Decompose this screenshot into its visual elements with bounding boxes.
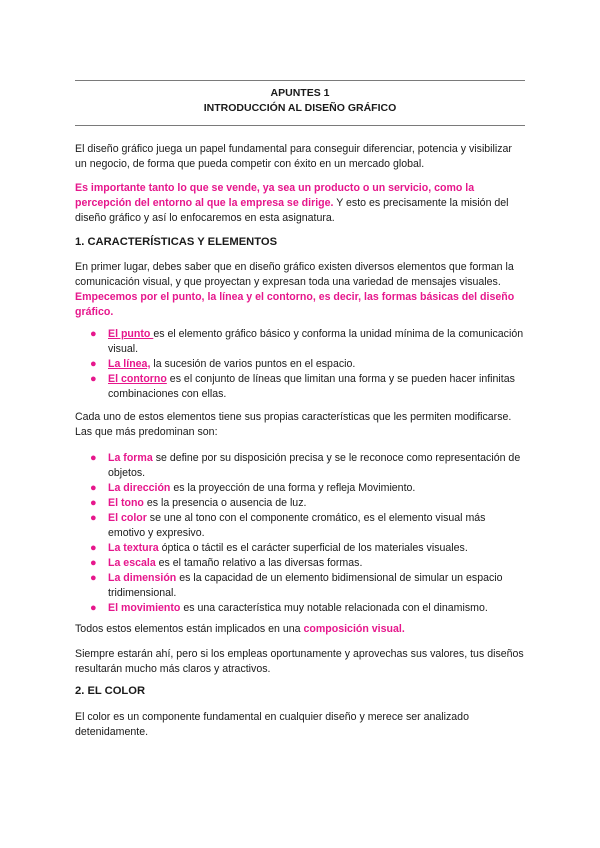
section-1-paragraph-3-highlight: composición visual. — [303, 623, 405, 635]
section-1-heading: 1. CARACTERÍSTICAS Y ELEMENTOS — [75, 236, 278, 248]
intro-highlight: Es importante tanto lo que se vende, ya sea un producto o un servicio, como la percepción del entorno al que la empresa se dirige. — [75, 182, 475, 209]
bullet-icon: ● — [90, 497, 97, 509]
section-1-paragraph-3 — [75, 622, 525, 637]
intro-highlight-rest: Y esto es precisamente la misión del diseño gráfico y así lo enfocaremos en esta asignatura. — [75, 197, 509, 224]
list-item-term: El tono — [108, 497, 144, 509]
section-2-heading: 2. EL COLOR — [75, 685, 146, 697]
title-bottom-rule — [75, 125, 525, 126]
title-line-2: INTRODUCCIÓN AL DISEÑO GRÁFICO — [203, 102, 397, 114]
characteristics-list — [75, 451, 525, 616]
list-item-term: La dimensión — [108, 572, 177, 584]
bullet-icon: ● — [90, 572, 97, 584]
list-item-desc: es la capacidad de un elemento bidimensional de simular un espacio tridimensional. — [108, 572, 503, 599]
list-item — [75, 601, 525, 616]
list-item-term: La textura — [108, 542, 159, 554]
bullet-icon: ● — [90, 602, 97, 614]
bullet-icon: ● — [90, 482, 97, 494]
list-item — [75, 357, 525, 372]
list-item — [75, 372, 525, 402]
list-item-term: El contorno — [108, 373, 167, 385]
bullet-icon: ● — [90, 328, 97, 340]
bullet-icon: ● — [90, 452, 97, 464]
list-item-desc: es el tamaño relativo a las diversas formas. — [155, 557, 363, 569]
intro-highlight-paragraph — [75, 181, 525, 226]
list-item — [75, 451, 525, 481]
section-2-paragraph-1: El color es un componente fundamental en cualquier diseño y merece ser analizado detenidamente. — [75, 711, 469, 738]
list-item — [75, 541, 525, 556]
list-item-term: El punto — [108, 328, 154, 340]
list-item-term: El color — [108, 512, 147, 524]
section-1-paragraph-1-text: En primer lugar, debes saber que en diseño gráfico existen diversos elementos que forman la comunicación visual, y que proyectan y expresan toda una variedad de mensajes visuales. — [75, 261, 514, 288]
section-1-paragraph-1-highlight: Empecemos por el punto, la línea y el contorno, es decir, las formas básicas del diseño gráfico. — [75, 291, 515, 318]
list-item-desc: óptica o táctil es el carácter superficial de los materiales visuales. — [158, 542, 468, 554]
section-1-paragraph-1 — [75, 260, 525, 320]
bullet-icon: ● — [90, 373, 97, 385]
list-item-desc: es el elemento gráfico básico y conforma la unidad mínima de la comunicación visual. — [108, 328, 524, 355]
list-item — [75, 511, 525, 541]
bullet-icon: ● — [90, 557, 97, 569]
list-item — [75, 556, 525, 571]
list-item-desc: se define por su disposición precisa y se le reconoce como representación de objetos. — [108, 452, 521, 479]
list-item-term: La escala — [108, 557, 156, 569]
list-item — [75, 481, 525, 496]
list-item-desc: es la presencia o ausencia de luz. — [143, 497, 307, 509]
list-item-desc: es la proyección de una forma y refleja Movimiento. — [170, 482, 416, 494]
title-line-1: APUNTES 1 — [270, 87, 330, 99]
list-item-desc: es el conjunto de líneas que limitan una forma y se pueden hacer infinitas combinaciones con ellas. — [108, 373, 515, 400]
bullet-icon: ● — [90, 512, 97, 524]
section-1-paragraph-3-text: Todos estos elementos están implicados en una — [75, 623, 304, 635]
list-item — [75, 496, 525, 511]
list-item-desc: se une al tono con el componente cromático, es el elemento visual más emotivo y expresivo. — [108, 512, 486, 539]
list-item-term: El movimiento — [108, 602, 181, 614]
list-item-term: La forma — [108, 452, 153, 464]
basic-elements-list — [75, 327, 525, 402]
list-item — [75, 571, 525, 601]
bullet-icon: ● — [90, 358, 97, 370]
top-rule — [75, 80, 525, 81]
bullet-icon: ● — [90, 542, 97, 554]
list-item-desc: la sucesión de varios puntos en el espacio. — [150, 358, 356, 370]
intro-paragraph: El diseño gráfico juega un papel fundamental para conseguir diferenciar, potencia y visibilizar un negocio, de forma que pueda competir con éxito en un mercado global. — [75, 143, 512, 170]
list-item-desc: es una característica muy notable relacionada con el dinamismo. — [180, 602, 488, 614]
list-item-term: La dirección — [108, 482, 171, 494]
list-item — [75, 327, 525, 357]
list-item-term: La línea, — [108, 358, 151, 370]
section-1-paragraph-2: Cada uno de estos elementos tiene sus propias características que les permiten modificarse. Las que más predominan son: — [75, 411, 512, 438]
section-1-paragraph-4: Siempre estarán ahí, pero si los empleas oportunamente y aprovechas sus valores, tus diseños resultarán mucho más claros y atractivos. — [75, 648, 524, 675]
